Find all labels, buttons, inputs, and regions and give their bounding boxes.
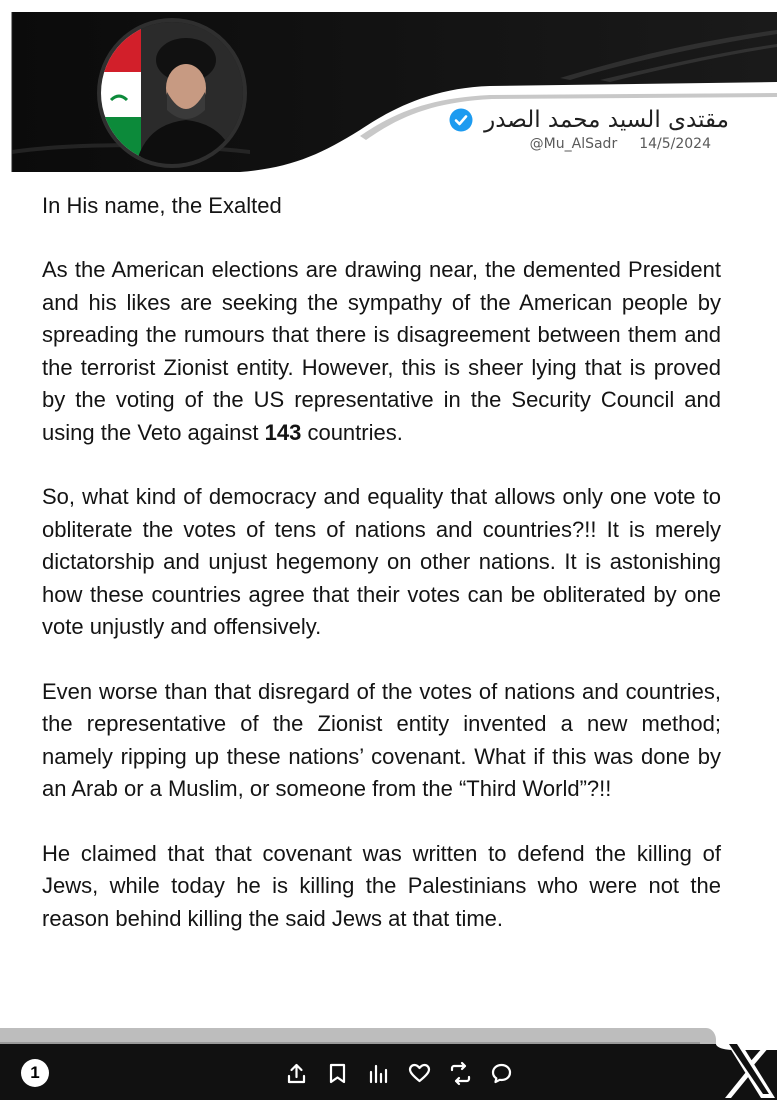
action-bar	[284, 1061, 514, 1086]
display-name[interactable]: مقتدى السيد محمد الصدر	[484, 107, 729, 133]
paragraph-1-number: 143	[264, 419, 302, 445]
post-meta	[530, 136, 711, 152]
bookmark-icon[interactable]	[325, 1061, 350, 1086]
handle[interactable]: @Mu_AlSadr	[529, 136, 618, 152]
author-row	[448, 104, 729, 136]
page-number-badge: 1	[21, 1059, 49, 1087]
post-header	[0, 0, 777, 175]
post-body	[42, 190, 721, 967]
post-date: 14/5/2024	[639, 136, 711, 152]
views-icon[interactable]	[366, 1061, 391, 1086]
like-icon[interactable]	[407, 1061, 432, 1086]
paragraph-1	[42, 254, 721, 449]
paragraph-1-text-b: countries.	[301, 419, 403, 445]
share-icon[interactable]	[284, 1061, 309, 1086]
reply-icon[interactable]	[489, 1061, 514, 1086]
paragraph-4: He claimed that that covenant was written to defend the killing of Jews, while today he is killing the Palestinians who were not the reason behind killing the said Jews at that time.	[42, 840, 721, 931]
paragraph-2: So, what kind of democracy and equality that allows only one vote to obliterate the votes of tens of nations and countries?!! It is merely dictatorship and unjust hegemony on other nations. It is astonishing how these countries agree that their votes can be obliterated by one vote unjustly and offensively.	[42, 484, 721, 639]
x-logo-icon	[723, 1038, 777, 1100]
paragraph-1-text-a: As the American elections are drawing near, the demented President and his likes are seeking the sympathy of the American people by spreading the rumours that there is disagreement between them and the terrorist Zionist entity. However, this is sheer lying that is proved by the voting of the US representative in the Security Council and using the Veto against	[42, 257, 721, 445]
verified-badge-icon	[448, 107, 474, 133]
greeting: In His name, the Exalted	[42, 193, 282, 218]
repost-icon[interactable]	[448, 1061, 473, 1086]
avatar[interactable]	[97, 18, 247, 168]
profile-photo	[101, 22, 243, 164]
paragraph-3: Even worse than that disregard of the votes of nations and countries, the representative of the Zionist entity invented a new method; namely ripping up these nations’ covenant. What if this was done by an Arab or a Muslim, or someone from the “Third World”?!!	[42, 678, 721, 801]
